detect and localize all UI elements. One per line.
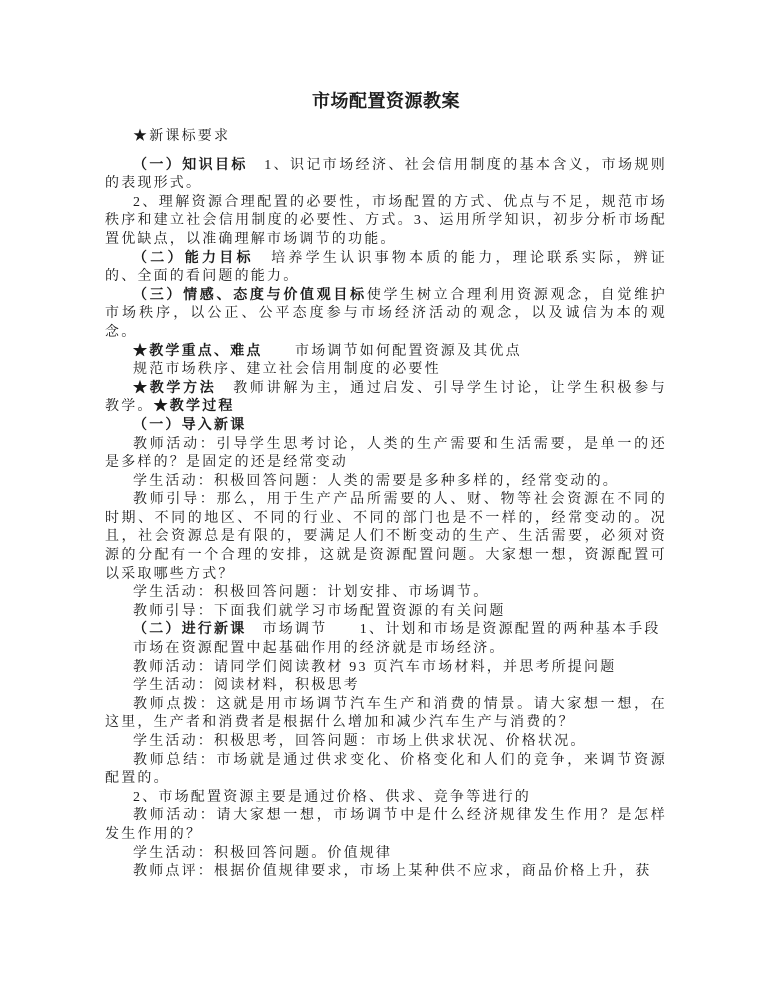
text-run: 教师活动：引导学生思考讨论，人类的生产需要和生活需要，是单一的还是多样的？是固定的还是经常变动 — [105, 436, 667, 471]
text-run: 学生活动：积极回答问题。价值规律 — [133, 845, 393, 861]
para-ability-goal — [105, 250, 667, 287]
para-student-activity-supply-demand — [105, 733, 667, 752]
text-run: 培养学生认识事物本质的能力，理论联系实际，辨证的、全面的看问题的能力。 — [105, 250, 667, 285]
para-teacher-point-car-market — [105, 696, 667, 733]
text-run: 教师活动：请同学们阅读教材 93 页汽车市场材料，并思考所提问题 — [133, 659, 617, 675]
text-run: 2、市场配置资源主要是通过价格、供求、竞争等进行的 — [133, 789, 531, 805]
text-run: 教师引导：那么，用于生产产品所需要的人、财、物等社会资源在不同的时期、不同的地区、不同的行业、不同的部门也是不一样的，经常变动的。况且，社会资源总是有限的，要满足人们不断变动的生产、生活需要，必须对资源的分配有一个合理的安排，这就是资源配置问题。大家想一想，资源配置可以采取哪些方式？ — [105, 492, 667, 582]
bold-text-run: ★教学方法 — [133, 380, 217, 396]
text-run: 学生活动：积极回答问题：人类的需要是多种多样的，经常变动的。 — [133, 473, 619, 489]
bold-text-run: （二）能力目标 — [133, 250, 254, 266]
bold-text-run: （一）知识目标 — [133, 157, 248, 173]
text-run: ★新课标要求 — [133, 129, 231, 144]
para-teacher-guide-transition — [105, 603, 667, 622]
text-run: 学生活动：积极回答问题：计划安排、市场调节。 — [133, 585, 490, 601]
text-run: 市场调节 1、计划和市场是资源配置的两种基本手段 — [246, 622, 661, 638]
para-teacher-guide-resources — [105, 491, 667, 584]
bold-text-run: ★教学过程 — [153, 399, 235, 415]
para-market-economy-definition — [105, 640, 667, 659]
text-run: 规范市场秩序、建立社会信用制度的必要性 — [133, 362, 441, 378]
text-run: 1、识记市场经济、社会信用制度的基本含义，市场规则的表现形式。 — [105, 157, 668, 192]
bold-text-run: （一）导入新课 — [133, 417, 247, 433]
text-run: 教师讲解为主，通过启发、引导学生讨论，让学生积极参与教学。 — [105, 380, 667, 415]
para-teacher-summary-market — [105, 752, 667, 789]
para-point-2-price-supply-competition — [105, 789, 667, 808]
para-emotion-attitude-value-goal — [105, 287, 667, 343]
para-knowledge-goal — [105, 157, 667, 194]
text-run: 学生活动：阅读材料，积极思考 — [133, 678, 360, 694]
para-teacher-activity-economic-law — [105, 807, 667, 844]
text-run: 市场调节如何配置资源及其优点 — [262, 343, 522, 359]
para-lesson-intro-heading — [105, 417, 667, 436]
para-teacher-comment-value-law — [105, 863, 667, 882]
para-key-points-line-2 — [105, 361, 667, 380]
para-knowledge-goal-2-3 — [105, 194, 667, 250]
text-run: 教师点拨：这就是用市场调节汽车生产和消费的情景。请大家想一想，在这里，生产者和消费者是根据什么增加和减少汽车生产与消费的？ — [105, 696, 667, 731]
text-run: 教师总结：市场就是通过供求变化、价格变化和人们的竞争，来调节资源配置的。 — [105, 752, 667, 787]
para-teaching-key-difficult-points — [105, 343, 667, 362]
bold-text-run: （三）情感、态度与价值观目标 — [133, 287, 367, 303]
bold-text-run: （二）进行新课 — [133, 622, 247, 638]
text-run: 学生活动：积极思考，回答问题：市场上供求状况、价格状况。 — [133, 734, 587, 749]
para-teaching-method-and-process — [105, 380, 667, 417]
text-run: 教师引导：下面我们就学习市场配置资源的有关问题 — [133, 603, 506, 619]
para-student-activity-reading — [105, 677, 667, 696]
document-body — [105, 128, 667, 882]
para-student-activity-allocation — [105, 584, 667, 603]
text-run: 教师活动：请大家想一想，市场调节中是什么经济规律发生作用？是怎样发生作用的？ — [105, 808, 667, 842]
para-teacher-activity-intro — [105, 436, 667, 473]
para-new-curriculum-heading — [105, 128, 667, 147]
para-student-activity-value-law — [105, 845, 667, 864]
bold-text-run: ★教学重点、难点 — [133, 343, 263, 359]
para-new-lesson-heading — [105, 621, 667, 640]
text-run: 教师点评：根据价值规律要求，市场上某种供不应求，商品价格上升，获 — [133, 864, 652, 880]
document-title: 市场配置资源教案 — [312, 91, 460, 111]
text-run: 使学生树立合理利用资源观念，自觉维护市场秩序，以公正、公平态度参与市场经济活动的观念，以及诚信为本的观念。 — [105, 287, 667, 340]
para-teacher-activity-textbook — [105, 659, 667, 678]
text-run: 2、理解资源合理配置的必要性，市场配置的方式、优点与不足，规范市场秩序和建立社会信用制度的必要性、方式。3、运用所学知识，初步分析市场配置优缺点，以准确理解市场调节的功能。 — [105, 194, 667, 247]
text-run: 市场在资源配置中起基础作用的经济就是市场经济。 — [133, 641, 506, 657]
para-student-activity-needs — [105, 473, 667, 492]
